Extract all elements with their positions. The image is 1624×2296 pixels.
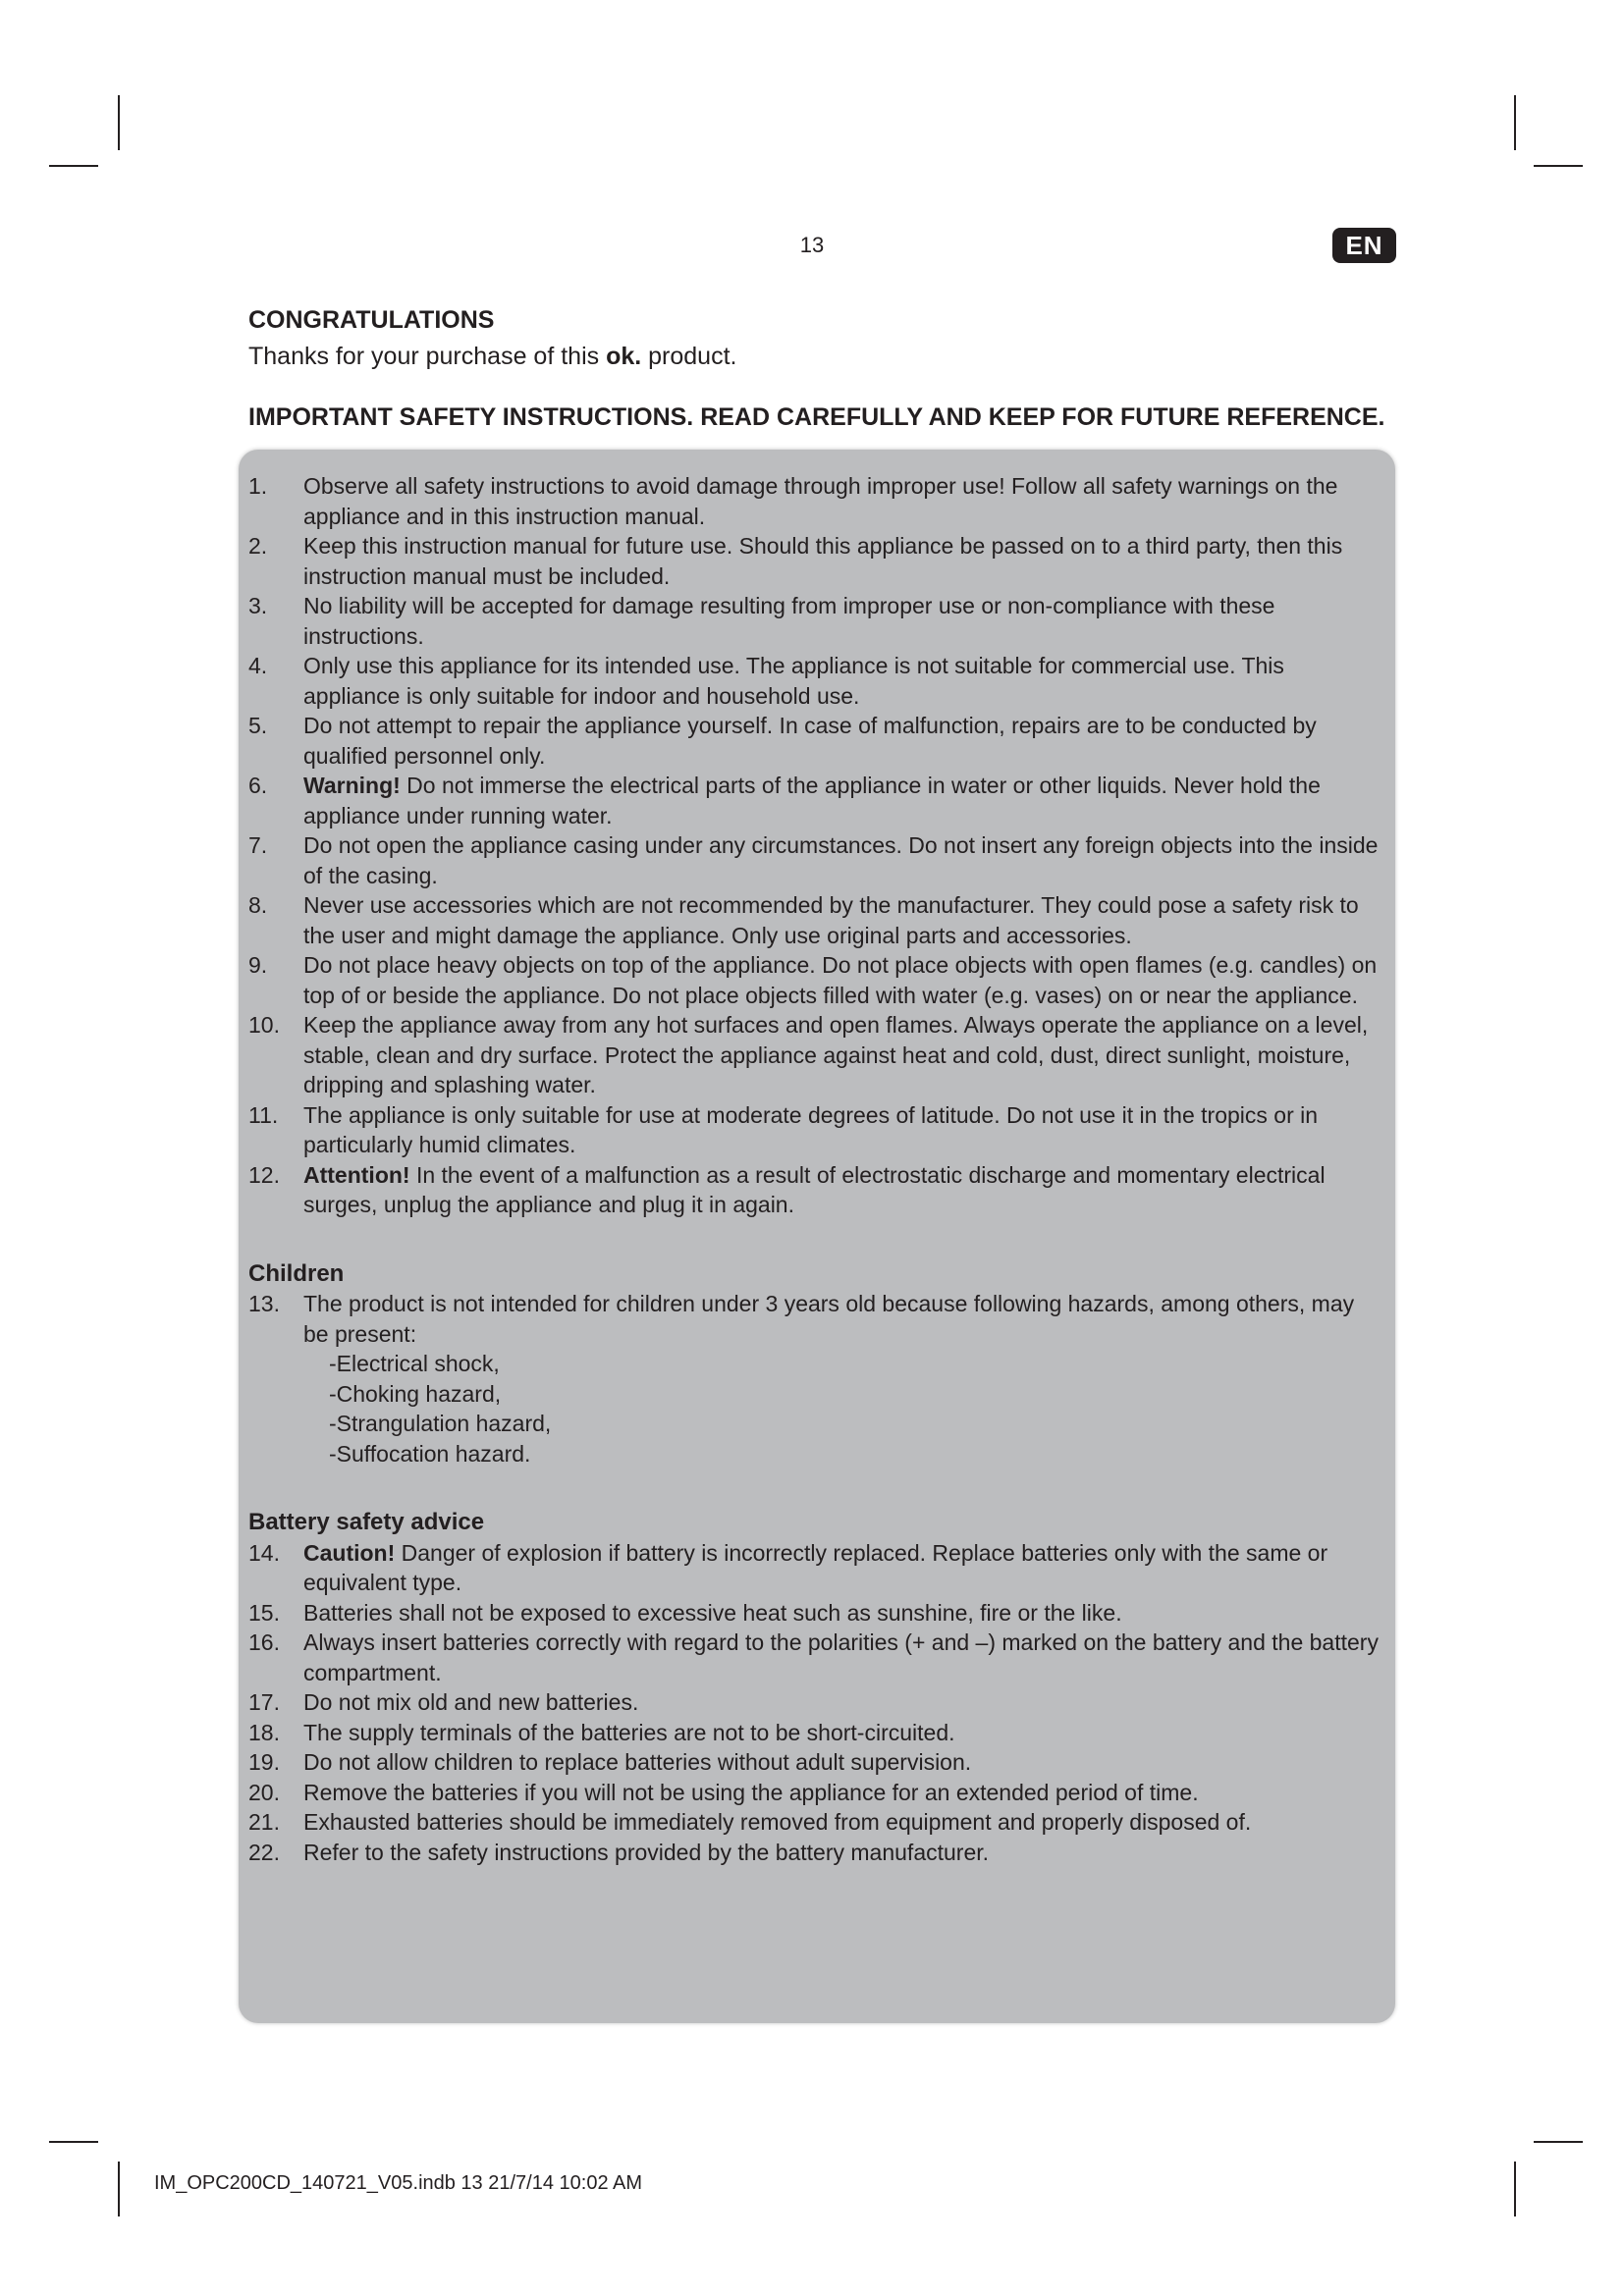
hazard-item: -Strangulation hazard, bbox=[329, 1411, 552, 1436]
item-number: 14. bbox=[248, 1539, 280, 1566]
item-number: 11. bbox=[248, 1101, 279, 1128]
instruction-item bbox=[248, 1160, 1382, 1220]
item-text: Observe all safety instructions to avoid damage through improper use! Follow all safety warnings on the appliance and in this instruction manual. bbox=[303, 473, 1338, 529]
item-number: 13. bbox=[248, 1291, 280, 1316]
instruction-item bbox=[248, 1718, 1382, 1748]
crop-mark bbox=[1514, 95, 1516, 150]
item-number: 21. bbox=[248, 1809, 280, 1835]
item-number: 20. bbox=[248, 1779, 280, 1805]
crop-mark bbox=[118, 95, 120, 150]
language-badge: EN bbox=[1332, 228, 1396, 263]
hazard-item: -Choking hazard, bbox=[329, 1380, 502, 1407]
brand-name: ok. bbox=[606, 343, 642, 370]
item-number: 18. bbox=[248, 1719, 280, 1745]
item-number: 4. bbox=[248, 653, 268, 678]
caution-label: Caution! bbox=[303, 1539, 396, 1566]
item-text: The product is not intended for children under 3 years old because following hazards, among others, may be present: bbox=[303, 1291, 1355, 1347]
instruction-item bbox=[248, 1838, 1382, 1868]
item-text: Refer to the safety instructions provided by the battery manufacturer. bbox=[303, 1839, 990, 1865]
item-text: Always insert batteries correctly with regard to the polarities (+ and –) marked on the battery and the battery compartment. bbox=[303, 1629, 1379, 1685]
item-text: Only use this appliance for its intended use. The appliance is not suitable for commercial use. This appliance is only suitable for indoor and household use. bbox=[303, 653, 1284, 709]
item-text: Do not place heavy objects on top of the appliance. Do not place objects with open flames (e.g. candles) on top of or beside the appliance. Do not place objects filled with water (e.g. vases) on or near the appliance. bbox=[303, 952, 1378, 1008]
item-text: Do not immerse the electrical parts of the appliance in water or other liquids. Never hold the appliance under running water. bbox=[303, 773, 1321, 828]
item-text: Do not mix old and new batteries. bbox=[303, 1689, 639, 1715]
item-text: Danger of explosion if battery is incorrectly replaced. Replace batteries only with the same or equivalent type. bbox=[303, 1539, 1328, 1595]
instruction-item bbox=[248, 471, 1382, 531]
item-number: 6. bbox=[248, 773, 268, 798]
crop-mark bbox=[49, 2141, 98, 2143]
crop-mark bbox=[1514, 2162, 1516, 2216]
item-text: Never use accessories which are not recommended by the manufacturer. They could pose a safety risk to the user and might damage the appliance. Only use original parts and accessories. bbox=[303, 892, 1359, 948]
instruction-item bbox=[248, 1628, 1382, 1687]
thanks-prefix: Thanks for your purchase of this bbox=[248, 343, 607, 370]
crop-mark bbox=[118, 2162, 120, 2216]
item-text: Keep this instruction manual for future use. Should this appliance be passed on to a third party, then this instruction manual must be included. bbox=[303, 533, 1343, 589]
instruction-item bbox=[248, 591, 1382, 651]
hazard-item: -Electrical shock, bbox=[329, 1351, 500, 1376]
item-number: 19. bbox=[248, 1749, 280, 1775]
item-text: Batteries shall not be exposed to excessive heat such as sunshine, fire or the like. bbox=[303, 1599, 1122, 1626]
battery-heading: Battery safety advice bbox=[248, 1509, 485, 1535]
instruction-item bbox=[248, 1100, 1382, 1160]
warning-label: Warning! bbox=[303, 773, 401, 798]
important-safety-heading: IMPORTANT SAFETY INSTRUCTIONS. READ CAREFULLY AND KEEP FOR FUTURE REFERENCE. bbox=[248, 403, 1385, 431]
item-number: 16. bbox=[248, 1629, 280, 1655]
attention-label: Attention! bbox=[303, 1161, 410, 1188]
instruction-item bbox=[248, 1289, 1382, 1349]
children-heading: Children bbox=[248, 1259, 345, 1287]
congratulations-title: CONGRATULATIONS bbox=[248, 306, 495, 334]
hazard-item: -Suffocation hazard. bbox=[329, 1440, 531, 1467]
item-text: Do not allow children to replace batteries without adult supervision. bbox=[303, 1749, 972, 1775]
item-number: 15. bbox=[248, 1599, 280, 1626]
item-number: 9. bbox=[248, 952, 268, 978]
instruction-item bbox=[248, 1687, 1382, 1718]
instruction-item bbox=[248, 830, 1382, 890]
thanks-suffix: product. bbox=[641, 343, 737, 370]
item-number: 2. bbox=[248, 533, 268, 559]
item-text: The supply terminals of the batteries are not to be short-circuited. bbox=[303, 1719, 955, 1745]
print-footer: IM_OPC200CD_140721_V05.indb 13 21/7/14 10:02 AM bbox=[154, 2172, 643, 2194]
instruction-item bbox=[248, 711, 1382, 771]
instruction-item bbox=[248, 1010, 1382, 1100]
instruction-item bbox=[248, 890, 1382, 950]
item-text: In the event of a malfunction as a result of electrostatic discharge and momentary electrical surges, unplug the appliance and plug it in again. bbox=[303, 1161, 1326, 1217]
item-text: No liability will be accepted for damage resulting from improper use or non-compliance with these instructions. bbox=[303, 593, 1275, 649]
item-text: Do not attempt to repair the appliance yourself. In case of malfunction, repairs are to be conducted by qualified personnel only. bbox=[303, 713, 1317, 769]
item-text: Do not open the appliance casing under any circumstances. Do not insert any foreign objects into the inside of the casing. bbox=[303, 832, 1379, 888]
instruction-item bbox=[248, 651, 1382, 711]
safety-instructions-panel bbox=[239, 450, 1395, 2023]
item-number: 17. bbox=[248, 1689, 280, 1715]
instruction-item bbox=[248, 531, 1382, 591]
page-number: 13 bbox=[799, 233, 825, 257]
item-number: 12. bbox=[248, 1161, 280, 1188]
instruction-item bbox=[248, 950, 1382, 1010]
instruction-item bbox=[248, 1538, 1382, 1598]
item-text: Exhausted batteries should be immediately removed from equipment and properly disposed of. bbox=[303, 1809, 1252, 1835]
instruction-item bbox=[248, 1598, 1382, 1629]
crop-mark bbox=[1534, 2141, 1583, 2143]
item-number: 7. bbox=[248, 832, 268, 858]
item-text: The appliance is only suitable for use at moderate degrees of latitude. Do not use it in the tropics or in particularly humid climates. bbox=[303, 1101, 1319, 1157]
item-number: 22. bbox=[248, 1839, 280, 1865]
item-number: 3. bbox=[248, 593, 268, 618]
instructions-list bbox=[248, 471, 1382, 1867]
item-number: 10. bbox=[248, 1012, 280, 1038]
crop-mark bbox=[49, 165, 98, 167]
crop-mark bbox=[1534, 165, 1583, 167]
item-text: Remove the batteries if you will not be using the appliance for an extended period of time. bbox=[303, 1779, 1199, 1805]
item-number: 8. bbox=[248, 892, 268, 918]
instruction-item bbox=[248, 1807, 1382, 1838]
item-text: Keep the appliance away from any hot surfaces and open flames. Always operate the appliance on a level, stable, clean and dry surface. Protect the appliance against heat and cold, dust, direct sunlight, moisture, dripping and splashing water. bbox=[303, 1012, 1369, 1097]
instruction-item bbox=[248, 1778, 1382, 1808]
instruction-item bbox=[248, 1747, 1382, 1778]
item-number: 1. bbox=[248, 473, 268, 499]
instruction-item bbox=[248, 771, 1382, 830]
item-number: 5. bbox=[248, 713, 268, 738]
thanks-line bbox=[248, 343, 736, 371]
